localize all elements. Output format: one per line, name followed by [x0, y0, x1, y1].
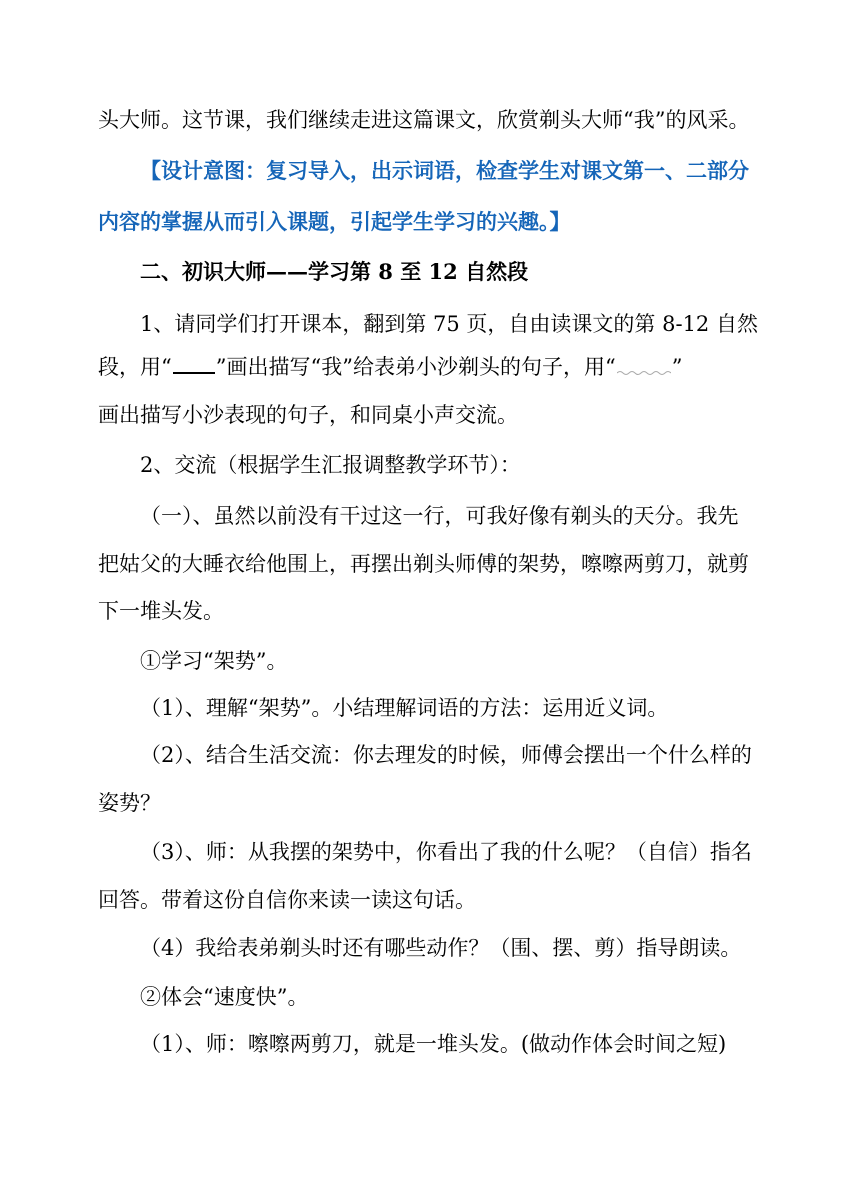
- question-1-line-1: 1、请同学们打开课本，翻到第 75 页，自由读课文的第 8-12 自然: [140, 312, 758, 336]
- question-2: 2、交流（根据学生汇报调整教学环节）：: [140, 453, 521, 477]
- point-1-item-3-line-1: （3）、师：从我摆的架势中，你看出了我的什么呢？（自信）指名: [140, 840, 752, 864]
- design-intent-line-2: 内容的掌握从而引入课题，引起学生学习的兴趣。】: [98, 209, 571, 234]
- straight-underline-blank: [173, 352, 215, 374]
- point-1-item-3-line-2: 回答。带着这份自信你来读一读这句话。: [98, 888, 476, 912]
- wavy-underline-blank: [617, 354, 671, 374]
- point-1-title: ①学习“架势”。: [140, 649, 288, 673]
- question-1-text-c: ”: [671, 355, 683, 379]
- point-1-item-4: （4）我给表弟剃头时还有哪些动作？（围、摆、剪）指导朗读。: [140, 936, 742, 960]
- point-2-item-1: （1）、师：嚓嚓两剪刀，就是一堆头发。(做动作体会时间之短): [140, 1032, 727, 1056]
- point-1-item-1: （1）、理解“架势”。小结理解词语的方法：运用近义词。: [140, 696, 669, 720]
- question-1-line-3: 画出描写小沙表现的句子，和同桌小声交流。: [98, 403, 518, 427]
- question-1-text-a: 段，用“: [98, 355, 172, 379]
- question-1-line-2: [98, 352, 682, 381]
- paragraph-intro-end: 头大师。这节课，我们继续走进这篇课文，欣赏剃头大师“我”的风采。: [98, 108, 750, 132]
- point-1-item-2-line-2: 姿势？: [98, 791, 161, 815]
- point-2-title: ②体会“速度快”。: [140, 985, 309, 1009]
- point-1-item-2-line-1: （2）、结合生活交流：你去理发的时候，师傅会摆出一个什么样的: [140, 743, 752, 767]
- quote-line-2: 把姑父的大睡衣给他围上，再摆出剃头师傅的架势，嚓嚓两剪刀，就剪: [98, 552, 749, 576]
- quote-line-3: 下一堆头发。: [98, 599, 224, 623]
- question-1-text-b: ”画出描写“我”给表弟小沙剃头的句子，用“: [215, 355, 616, 379]
- design-intent-line-1: 【设计意图：复习导入，出示词语，检查学生对课文第一、二部分: [140, 158, 749, 183]
- section-heading: 二、初识大师——学习第 8 至 12 自然段: [140, 259, 529, 284]
- quote-line-1: （一）、虽然以前没有干过这一行，可我好像有剃头的天分。我先: [140, 504, 739, 528]
